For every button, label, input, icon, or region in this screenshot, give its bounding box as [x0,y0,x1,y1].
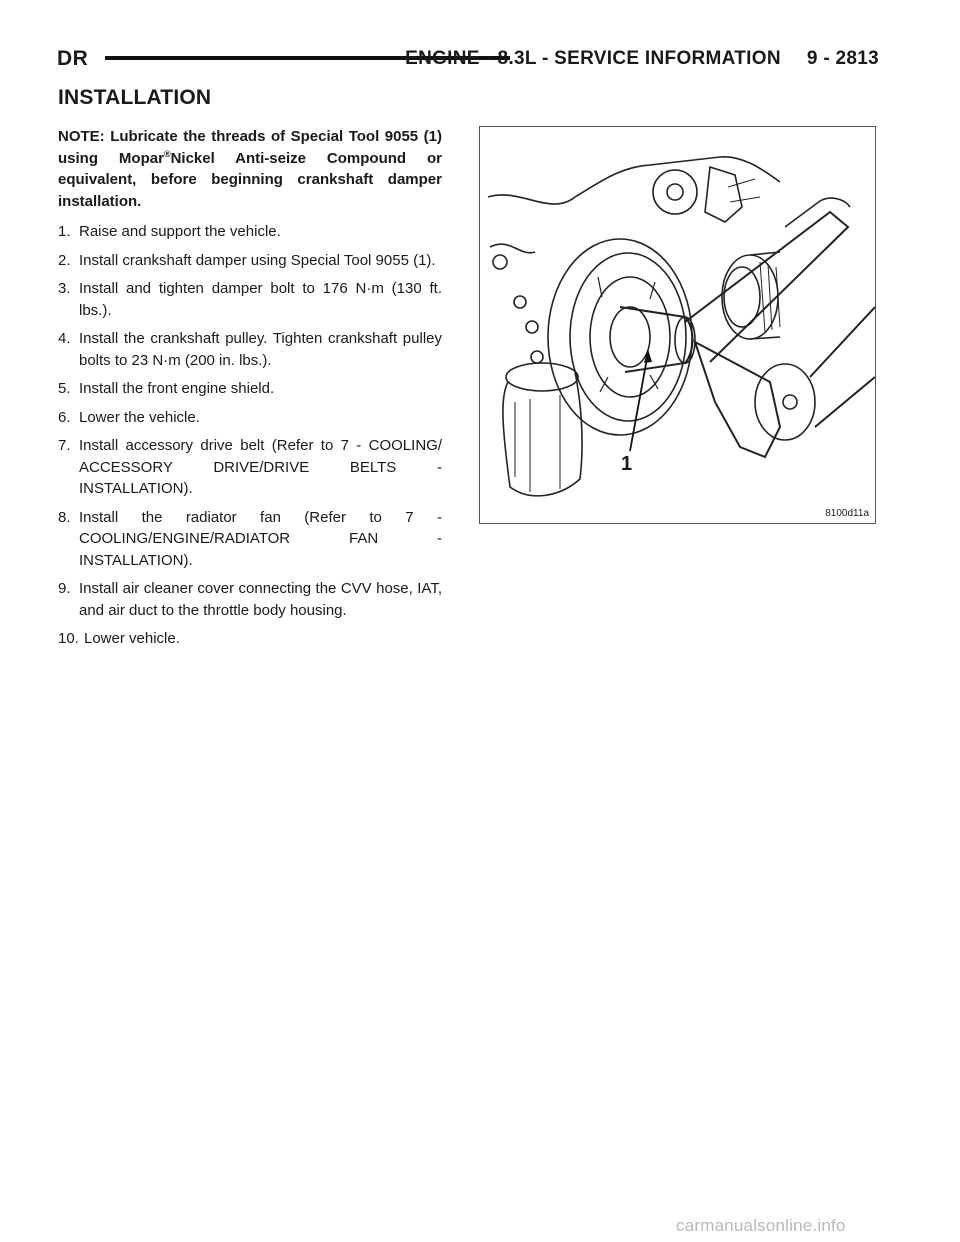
list-item [58,221,442,243]
header-section-title: ENGINE - 8.3L - SERVICE INFORMATION [405,48,781,69]
list-item [58,578,442,621]
engine-illustration [480,127,876,524]
damper-installation-figure [479,126,876,524]
step-text: Install accessory drive belt (Refer to 7 - COOLING/ ACCESSORY DRIVE/DRIVE BELTS - INSTALLATION). [79,437,442,497]
step-text: Lower vehicle. [84,630,180,647]
procedure-column [58,126,442,657]
step-text: Install and tighten damper bolt to 176 N·m (130 ft. lbs.). [79,280,442,319]
step-number: 1. [58,223,71,240]
step-number: 4. [58,330,71,347]
footer-watermark: carmanualsonline.info [676,1216,846,1235]
section-title: INSTALLATION [58,86,212,109]
list-item [58,507,442,572]
step-number: 3. [58,280,71,297]
step-number: 10. [58,630,79,647]
step-text: Install crankshaft damper using Special Tool 9055 (1). [79,251,436,269]
list-item [58,328,442,371]
steps-list [58,221,442,650]
step-number: 7. [58,437,71,454]
step-text: Install the front engine shield. [79,380,275,397]
step-text: Lower the vehicle. [79,408,200,426]
step-text: Install the crankshaft pulley. Tighten crankshaft pulley bolts to 23 N·m (200 in. lbs.). [79,330,442,369]
note-text-1: NOTE: Lubricate the threads of Special Tool 9055 (1) using Mopar [58,128,442,167]
step-number: 6. [58,408,71,426]
note-text-2: Nickel Anti-seize Compound or equivalent, before beginning crankshaft damper installation. [58,149,442,210]
list-item [58,435,442,500]
note-paragraph [58,126,442,212]
list-item [58,407,442,429]
step-number: 9. [58,580,71,597]
list-item [58,378,442,400]
step-text: Install the radiator fan (Refer to 7 - COOLING/ENGINE/RADIATOR FAN - INSTALLATION). [79,508,442,569]
step-text: Install air cleaner cover connecting the CVV hose, IAT, and air duct to the throttle body housing. [79,580,442,619]
registered-mark: ® [163,148,171,159]
step-text: Raise and support the vehicle. [79,223,281,240]
step-number: 2. [58,251,71,269]
figure-code: 8100d11a [825,508,869,519]
step-number: 8. [58,508,71,526]
page-header [57,44,879,74]
callout-label: 1 [621,453,633,475]
list-item [58,278,442,321]
step-number: 5. [58,380,71,397]
header-model: DR [57,47,89,70]
list-item [58,628,442,650]
header-page-number: 9 - 2813 [806,48,879,69]
header-right [405,44,879,74]
list-item [58,250,442,272]
